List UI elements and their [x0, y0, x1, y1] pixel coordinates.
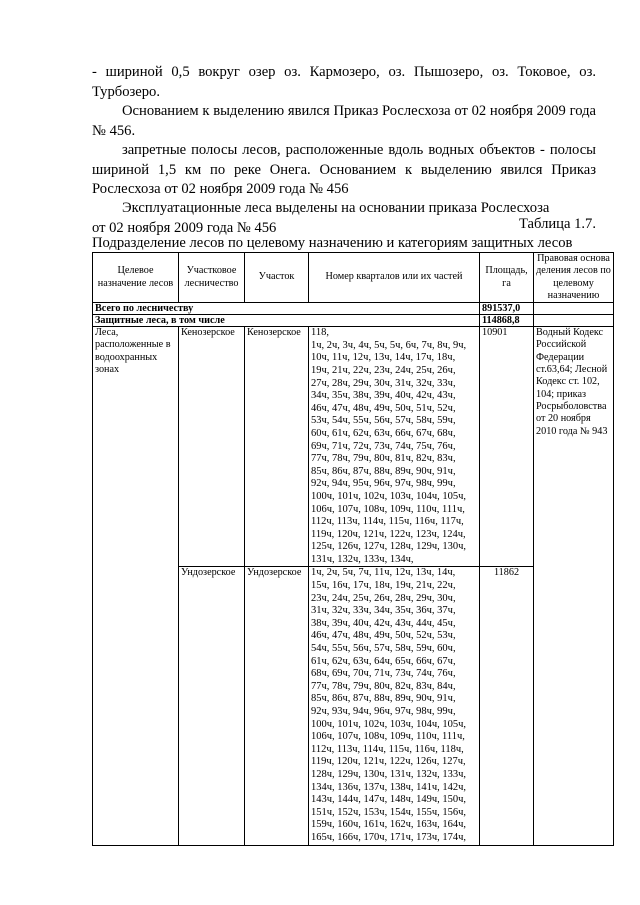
protective-row	[93, 315, 614, 327]
quarters-line: 15ч, 16ч, 17ч, 18ч, 19ч, 21ч, 22ч,	[311, 580, 456, 592]
quarters-line: 119ч, 120ч, 121ч, 122ч, 123ч, 124ч,	[311, 528, 466, 540]
quarters-line: 85ч, 86ч, 87ч, 88ч, 89ч, 90ч, 91ч,	[311, 465, 456, 477]
area-cell: 10901	[480, 327, 534, 567]
table-number: Таблица 1.7.	[518, 216, 596, 232]
paragraph-exploitation-line1: Эксплуатационные леса выделены на основании приказа Рослесхоза	[122, 200, 550, 216]
quarters-line: 77ч, 78ч, 79ч, 80ч, 81ч, 82ч, 83ч,	[311, 453, 456, 465]
total-basis	[534, 303, 614, 315]
quarters-line: 100ч, 101ч, 102ч, 103ч, 104ч, 105ч,	[311, 718, 467, 730]
header-site: Участок	[245, 253, 309, 303]
quarters-line: 92ч, 93ч, 94ч, 96ч, 97ч, 98ч, 99ч,	[311, 706, 456, 717]
quarters-line: 85ч, 86ч, 87ч, 88ч, 89ч, 90ч, 91ч,	[311, 693, 456, 705]
quarters-line: 1ч, 2ч, 3ч, 4ч, 5ч, 5ч, 6ч, 7ч, 8ч, 9ч,	[311, 339, 467, 351]
protective-label: Защитные леса, в том числе	[93, 315, 480, 327]
quarters-line: 128ч, 129ч, 130ч, 131ч, 132ч, 133ч,	[311, 768, 467, 780]
total-value: 891537,0	[480, 303, 534, 315]
purpose-cell: Леса, расположенные в водоохранных зонах	[93, 327, 179, 845]
paragraph-exploitation-line2: от 02 ноября 2009 года № 456	[92, 219, 277, 236]
quarters-line: 92ч, 94ч, 95ч, 96ч, 97ч, 98ч, 99ч,	[311, 478, 456, 490]
quarters-line: 31ч, 32ч, 33ч, 34ч, 35ч, 36ч, 37ч,	[311, 605, 456, 617]
site-cell: Кенозерское	[245, 327, 309, 567]
protective-value: 114868,8	[480, 315, 534, 327]
paragraph-onega-strips: запретные полосы лесов, расположенные вдоль водных объектов - полосы шириной 1,5 км по реке Онега. Основанием к выделению явился Приказ Рослесхоза от 02 ноября 2009 года № 456	[92, 142, 596, 197]
quarters-line: 143ч, 144ч, 147ч, 148ч, 149ч, 150ч,	[311, 794, 467, 806]
header-area: Площадь, га	[480, 253, 534, 303]
quarters-line: 134ч, 136ч, 137ч, 138ч, 141ч, 142ч,	[311, 781, 467, 793]
quarters-cell	[309, 567, 480, 845]
table-title: Подразделение лесов по целевому назначению и категориям защитных лесов	[92, 235, 573, 251]
quarters-line: 118,	[311, 327, 329, 339]
quarters-line: 165ч, 166ч, 170ч, 171ч, 173ч, 174ч,	[311, 831, 467, 843]
table-header-row	[93, 253, 614, 303]
quarters-line: 53ч, 54ч, 55ч, 56ч, 57ч, 58ч, 59ч,	[311, 415, 456, 427]
basis-cell: Водный Кодекс Российской Федерации ст.63,64; Лесной Кодекс ст. 102, 104; приказ Росрыболовства от 20 ноября 2010 года № 943	[534, 327, 614, 845]
quarters-line: 131ч, 132ч, 133ч, 134ч,	[311, 553, 414, 565]
quarters-line: 38ч, 39ч, 40ч, 42ч, 43ч, 44ч, 45ч,	[311, 617, 456, 629]
total-label: Всего по лесничеству	[93, 303, 480, 315]
header-forestry: Участковое лесничество	[179, 253, 245, 303]
quarters-line: 151ч, 152ч, 153ч, 154ч, 155ч, 156ч,	[311, 806, 467, 818]
quarters-line: 112ч, 113ч, 114ч, 115ч, 116ч, 118ч,	[311, 743, 464, 755]
header-basis: Правовая основа деления лесов по целевому назначению	[534, 253, 614, 303]
quarters-line: 54ч, 55ч, 56ч, 57ч, 58ч, 59ч, 60ч,	[311, 643, 456, 655]
quarters-line: 10ч, 11ч, 12ч, 13ч, 14ч, 17ч, 18ч,	[311, 352, 456, 364]
quarters-line: 34ч, 35ч, 38ч, 39ч, 40ч, 42ч, 43ч,	[311, 390, 456, 402]
quarters-line: 68ч, 69ч, 70ч, 71ч, 73ч, 74ч, 76ч,	[311, 668, 456, 680]
area-cell: 11862	[480, 567, 534, 845]
quarters-line: 46ч, 47ч, 48ч, 49ч, 50ч, 51ч, 52ч,	[311, 402, 456, 414]
forestry-cell: Ундозерское	[179, 567, 245, 845]
quarters-line: 61ч, 62ч, 63ч, 64ч, 65ч, 66ч, 67ч,	[311, 655, 456, 667]
quarters-line: 106ч, 107ч, 108ч, 109ч, 110ч, 111ч,	[311, 731, 465, 743]
protective-basis	[534, 315, 614, 327]
quarters-line: 60ч, 61ч, 62ч, 63ч, 66ч, 67ч, 68ч,	[311, 427, 456, 439]
quarters-line: 23ч, 24ч, 25ч, 26ч, 28ч, 29ч, 30ч,	[311, 592, 456, 604]
quarters-line: 46ч, 47ч, 48ч, 49ч, 50ч, 52ч, 53ч,	[311, 630, 456, 642]
forestry-cell: Кенозерское	[179, 327, 245, 567]
quarters-line: 100ч, 101ч, 102ч, 103ч, 104ч, 105ч,	[311, 490, 467, 502]
quarters-line: 69ч, 71ч, 72ч, 73ч, 74ч, 75ч, 76ч,	[311, 440, 456, 452]
quarters-line: 125ч, 126ч, 127ч, 128ч, 129ч, 130ч,	[311, 541, 467, 553]
quarters-line: 1ч, 2ч, 5ч, 7ч, 11ч, 12ч, 13ч, 14ч,	[311, 567, 456, 579]
paragraph-basis-1: Основанием к выделению явился Приказ Рослесхоза от 02 ноября 2009 года № 456.	[92, 103, 596, 139]
header-quarters: Номер кварталов или их частей	[309, 253, 480, 303]
quarters-line: 112ч, 113ч, 114ч, 115ч, 116ч, 117ч,	[311, 516, 464, 528]
quarters-line: 106ч, 107ч, 108ч, 109ч, 110ч, 111ч,	[311, 503, 465, 515]
quarters-line: 77ч, 78ч, 79ч, 80ч, 82ч, 83ч, 84ч,	[311, 680, 456, 692]
quarters-line: 159ч, 160ч, 161ч, 162ч, 163ч, 164ч,	[311, 819, 467, 831]
forest-division-table	[92, 252, 614, 846]
total-row	[93, 303, 614, 315]
quarters-line: 19ч, 21ч, 22ч, 23ч, 24ч, 25ч, 26ч,	[311, 364, 456, 376]
site-cell: Ундозерское	[245, 567, 309, 845]
quarters-line: 119ч, 120ч, 121ч, 122ч, 126ч, 127ч,	[311, 756, 466, 768]
header-purpose: Целевое назначение лесов	[93, 253, 179, 303]
table-row	[93, 327, 614, 567]
quarters-cell	[309, 327, 480, 567]
quarters-line: 27ч, 28ч, 29ч, 30ч, 31ч, 32ч, 33ч,	[311, 377, 456, 389]
paragraph-lakes: - шириной 0,5 вокруг озер оз. Кармозеро, оз. Пышозеро, оз. Токовое, оз. Турбозеро.	[92, 64, 596, 100]
